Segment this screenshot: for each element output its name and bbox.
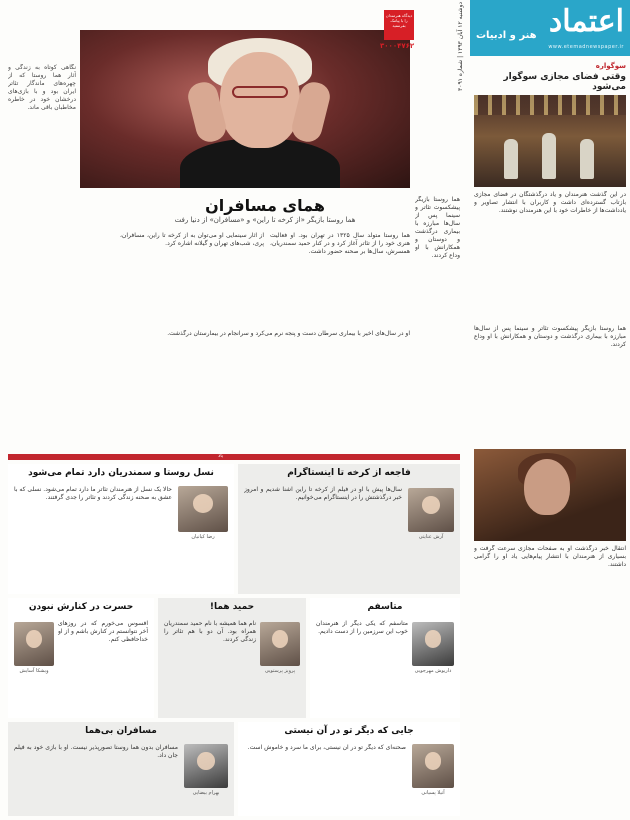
right-body-1: در این گذشت هنرمندان و یاد درگذشتگان در فضای مجازی بازتاب گسترده‌ای داشت و کاربران با انتشار تصاویر و یادداشت‌ها از خاطرات خود با این هنرمندان نوشتند. [474, 191, 626, 214]
hero-photo [80, 30, 410, 188]
author-photo [408, 488, 454, 532]
article-a5 [310, 598, 460, 718]
article-a1 [8, 464, 234, 594]
stage-lights [474, 95, 626, 115]
sms-number[interactable]: ۳۰۰۰۴۷۶۲ [380, 42, 415, 50]
dateline: دوشنبه ۱۲ آبان ۱۳۹۳ | شماره ۳۰۹۱ [457, 2, 464, 92]
right-headline[interactable]: وقتی فضای مجازی سوگوار می‌شود [503, 72, 626, 92]
stage-photo [474, 95, 626, 187]
hero-face [220, 52, 300, 148]
author-caption: داریوش مهرجویی [414, 668, 452, 674]
author-photo [178, 486, 228, 532]
figure [580, 139, 594, 179]
article-title[interactable]: نسل روستا و سمندریان دارد تمام می‌شود [28, 468, 214, 478]
article-a3 [8, 598, 154, 718]
sms-stamp: دیدگاه هنرمندان را با پیامک بفرستید [384, 10, 414, 40]
left-column [8, 64, 76, 444]
main-title[interactable]: همای مسافران [205, 196, 325, 215]
newspaper-logo[interactable]: اعتماد [548, 4, 624, 39]
main-body-1: هما روستا متولد سال ۱۳۲۵ در تهران بود. او فعالیت هنری خود را از تئاتر آغاز کرد و در کنار حمید سمندریان، همسرش، سال‌ها بر صحنه حضور داشت. [270, 232, 410, 255]
right-body-3: انتقال خبر درگذشت او به صفحات مجازی سرعت گرفت و بسیاری از هنرمندان با انتشار پیام‌هایی یاد او را گرامی داشتند. [474, 545, 626, 568]
main-body-2: از آثار سینمایی او می‌توان به از کرخه تا راین، مسافران، پری، شب‌های تهران و گیلانه اشاره کرد. [120, 232, 264, 247]
author-photo [184, 744, 228, 788]
band-label: یاد [218, 453, 224, 459]
website-url[interactable]: www.etemadnewspaper.ir [548, 44, 624, 50]
head [524, 459, 570, 515]
article-body: نام هما همیشه با نام حمید سمندریان همراه بود. آن دو با هم تئاتر را زندگی کردند. [164, 620, 256, 643]
article-title[interactable]: مسافران بی‌هما [85, 726, 157, 736]
right-column [474, 62, 626, 745]
article-body: مسافران بدون هما روستا تصورپذیر نیست. او با بازی خود به فیلم جان داد. [14, 744, 178, 759]
section-band [8, 454, 460, 460]
author-photo [412, 622, 454, 666]
author-caption: پرویز پرستویی [264, 668, 296, 674]
figure [542, 133, 556, 179]
left-body: نگاهی کوتاه به زندگی و آثار هما روستا که از چهره‌های ماندگار تئاتر ایران بود و با بازی‌های درخشان خود در خاطره مخاطبان باقی ماند. [8, 64, 76, 111]
article-body: سال‌ها پیش با او در فیلم از کرخه تا راین آشنا شدیم و امروز خبر درگذشتش را در اینستاگرام می‌خوانیم. [244, 486, 402, 501]
article-title[interactable]: متاسفم [367, 602, 403, 612]
article-body: حالا یک نسل از هنرمندان تئاتر ما دارد تمام می‌شود. نسلی که با عشق به صحنه زندگی کردند و تئاتر را جدی گرفتند. [14, 486, 172, 501]
article-body: متاسفم که یکی دیگر از هنرمندان خوب این سرزمین را از دست دادیم. [316, 620, 408, 635]
author-caption: رضا کیانیان [191, 534, 215, 540]
author-caption: آرش عنایتی [418, 534, 444, 540]
article-a2 [238, 464, 460, 594]
article-title[interactable]: جایی که دیگر تو در آن نیستی [284, 726, 414, 736]
woman-photo [474, 449, 626, 541]
article-a6 [8, 722, 234, 816]
right-kicker: سوگواره [595, 62, 626, 70]
article-body: افسوس می‌خورم که در روزهای آخر نتوانستم در کنارش باشم و از او خداحافظی کنم. [58, 620, 148, 643]
article-title[interactable]: حمید هما! [209, 602, 255, 612]
author-photo [412, 744, 454, 788]
figure [504, 139, 518, 179]
main-body-column: هما روستا بازیگر پیشکسوت تئاتر و سینما پس از سال‌ها مبارزه با بیماری درگذشت و دوستان و همکارانش با او وداع کردند. [415, 196, 460, 259]
main-subtitle: هما روستا بازیگر «از کرخه تا راین» و «مسافران» از دنیا رفت [174, 216, 356, 224]
article-title[interactable]: حسرت در کنارش نبودن [28, 602, 134, 612]
masthead [470, 0, 630, 56]
author-photo [14, 622, 54, 666]
author-caption: بهرام بیضایی [192, 790, 220, 796]
hero-glasses [232, 86, 288, 98]
section-title: هنر و ادبیات [476, 30, 537, 41]
author-caption: ویشکا آسایش [19, 668, 49, 674]
main-body-3: او در سال‌های اخیر با بیماری سرطان دست و پنجه نرم می‌کرد و سرانجام در بیمارستان درگذشت. [167, 330, 410, 337]
right-body-2: هما روستا بازیگر پیشکسوت تئاتر و سینما پس از سال‌ها مبارزه با بیماری درگذشت و دوستان و همکارانش با او وداع کردند. [474, 325, 626, 348]
article-body: صحنه‌ای که دیگر تو در آن نیستی، برای ما سرد و خاموش است. [247, 744, 406, 751]
article-a7 [238, 722, 460, 816]
article-title[interactable]: فاجعه از کرخه تا اینستاگرام [287, 468, 411, 478]
author-photo [260, 622, 300, 666]
article-a4 [158, 598, 306, 718]
author-caption: آتیلا پسیانی [421, 790, 445, 796]
